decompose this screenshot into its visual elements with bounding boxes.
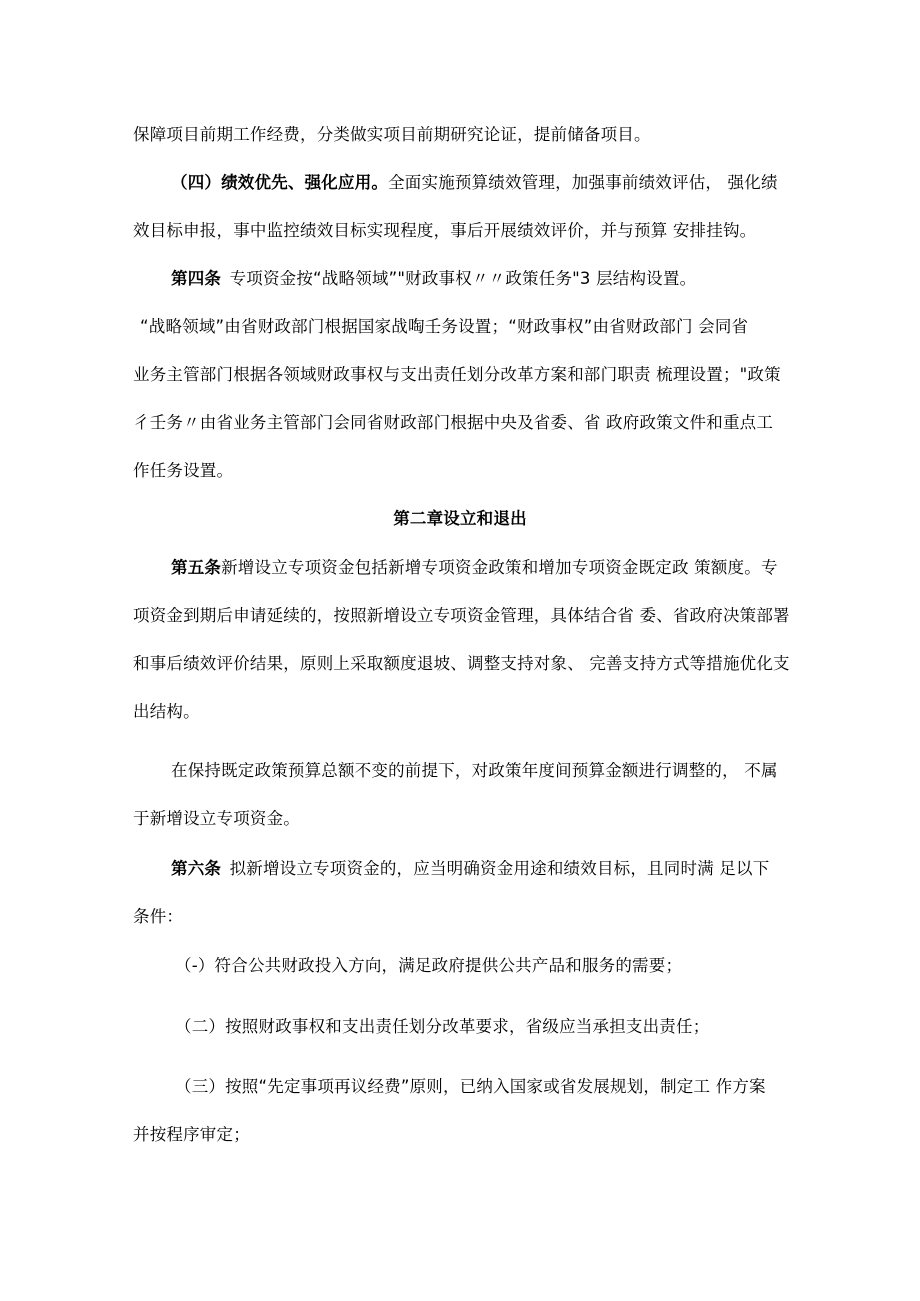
article-four-text: 专项资金按“战略领域”"财政事权〃〃政策任务"3 层结构设置。 [229, 269, 697, 288]
principle-four [171, 172, 778, 194]
paragraph-line: 于新增设立专项资金。 [133, 809, 300, 828]
article-six-label: 第六条 [171, 859, 222, 878]
paragraph-line: 在保持既定政策预算总额不变的前提下，对政策年度间预算金额进行调整的， 不属 [171, 761, 778, 780]
principle-four-text: 全面实施预算绩效管理，加强事前绩效评估， 强化绩 [388, 173, 778, 192]
article-five-text: 新增设立专项资金包括新增专项资金政策和增加专项资金既定政 策额度。专 [221, 558, 778, 577]
paragraph-line: 出结构。 [133, 702, 200, 721]
paragraph-line: 并按程序审定； [133, 1125, 250, 1144]
paragraph-line: 彳壬务〃由省业务主管部门会同省财政部门根据中央及省委、省 政府政策文件和重点工 [133, 413, 774, 432]
paragraph-line: 和事后绩效评价结果，原则上采取额度退坡、调整支持对象、 完善支持方式等措施优化支 [133, 654, 790, 673]
condition-item: （-）符合公共财政投入方向，满足政府提供公共产品和服务的需要； [175, 956, 683, 975]
paragraph-line: “战略领域”由省财政部门根据国家战啕壬务设置；“财政事权”由省财政部门 会同省 [140, 317, 749, 336]
condition-item: （三）按照“先定事项再议经费”原则，已纳入国家或省发展规划，制定工 作方案 [175, 1077, 766, 1096]
article-four [171, 268, 696, 290]
chapter-two-title: 第二章设立和退出 [393, 509, 527, 528]
paragraph-line: 保障项目前期工作经费，分类做实项目前期研究论证，提前储备项目。 [133, 125, 651, 144]
paragraph-line: 项资金到期后申请延续的，按照新增设立专项资金管理，具体结合省 委、省政府决策部署 [133, 606, 790, 625]
principle-four-heading: （四）绩效优先、强化应用。 [171, 173, 389, 192]
condition-item: （二）按照财政事权和支出责任划分改革要求，省级应当承担支出责任； [175, 1017, 710, 1036]
paragraph-line: 业务主管部门根据各领域财政事权与支出责任划分改革方案和部门职责 梳理设置；"政策 [133, 365, 781, 384]
article-five [171, 557, 778, 579]
paragraph-line: 效目标申报，事中监控绩效目标实现程度，事后开展绩效评价，并与预算 安排挂钩。 [133, 221, 757, 240]
paragraph-line: 作任务设置。 [133, 461, 234, 480]
article-four-label: 第四条 [171, 269, 222, 288]
article-six-text: 拟新增设立专项资金的，应当明确资金用途和绩效目标，且同时满 足以下 [229, 859, 770, 878]
article-six [171, 858, 769, 880]
paragraph-line: 条件： [133, 907, 184, 926]
article-five-label: 第五条 [171, 558, 222, 577]
